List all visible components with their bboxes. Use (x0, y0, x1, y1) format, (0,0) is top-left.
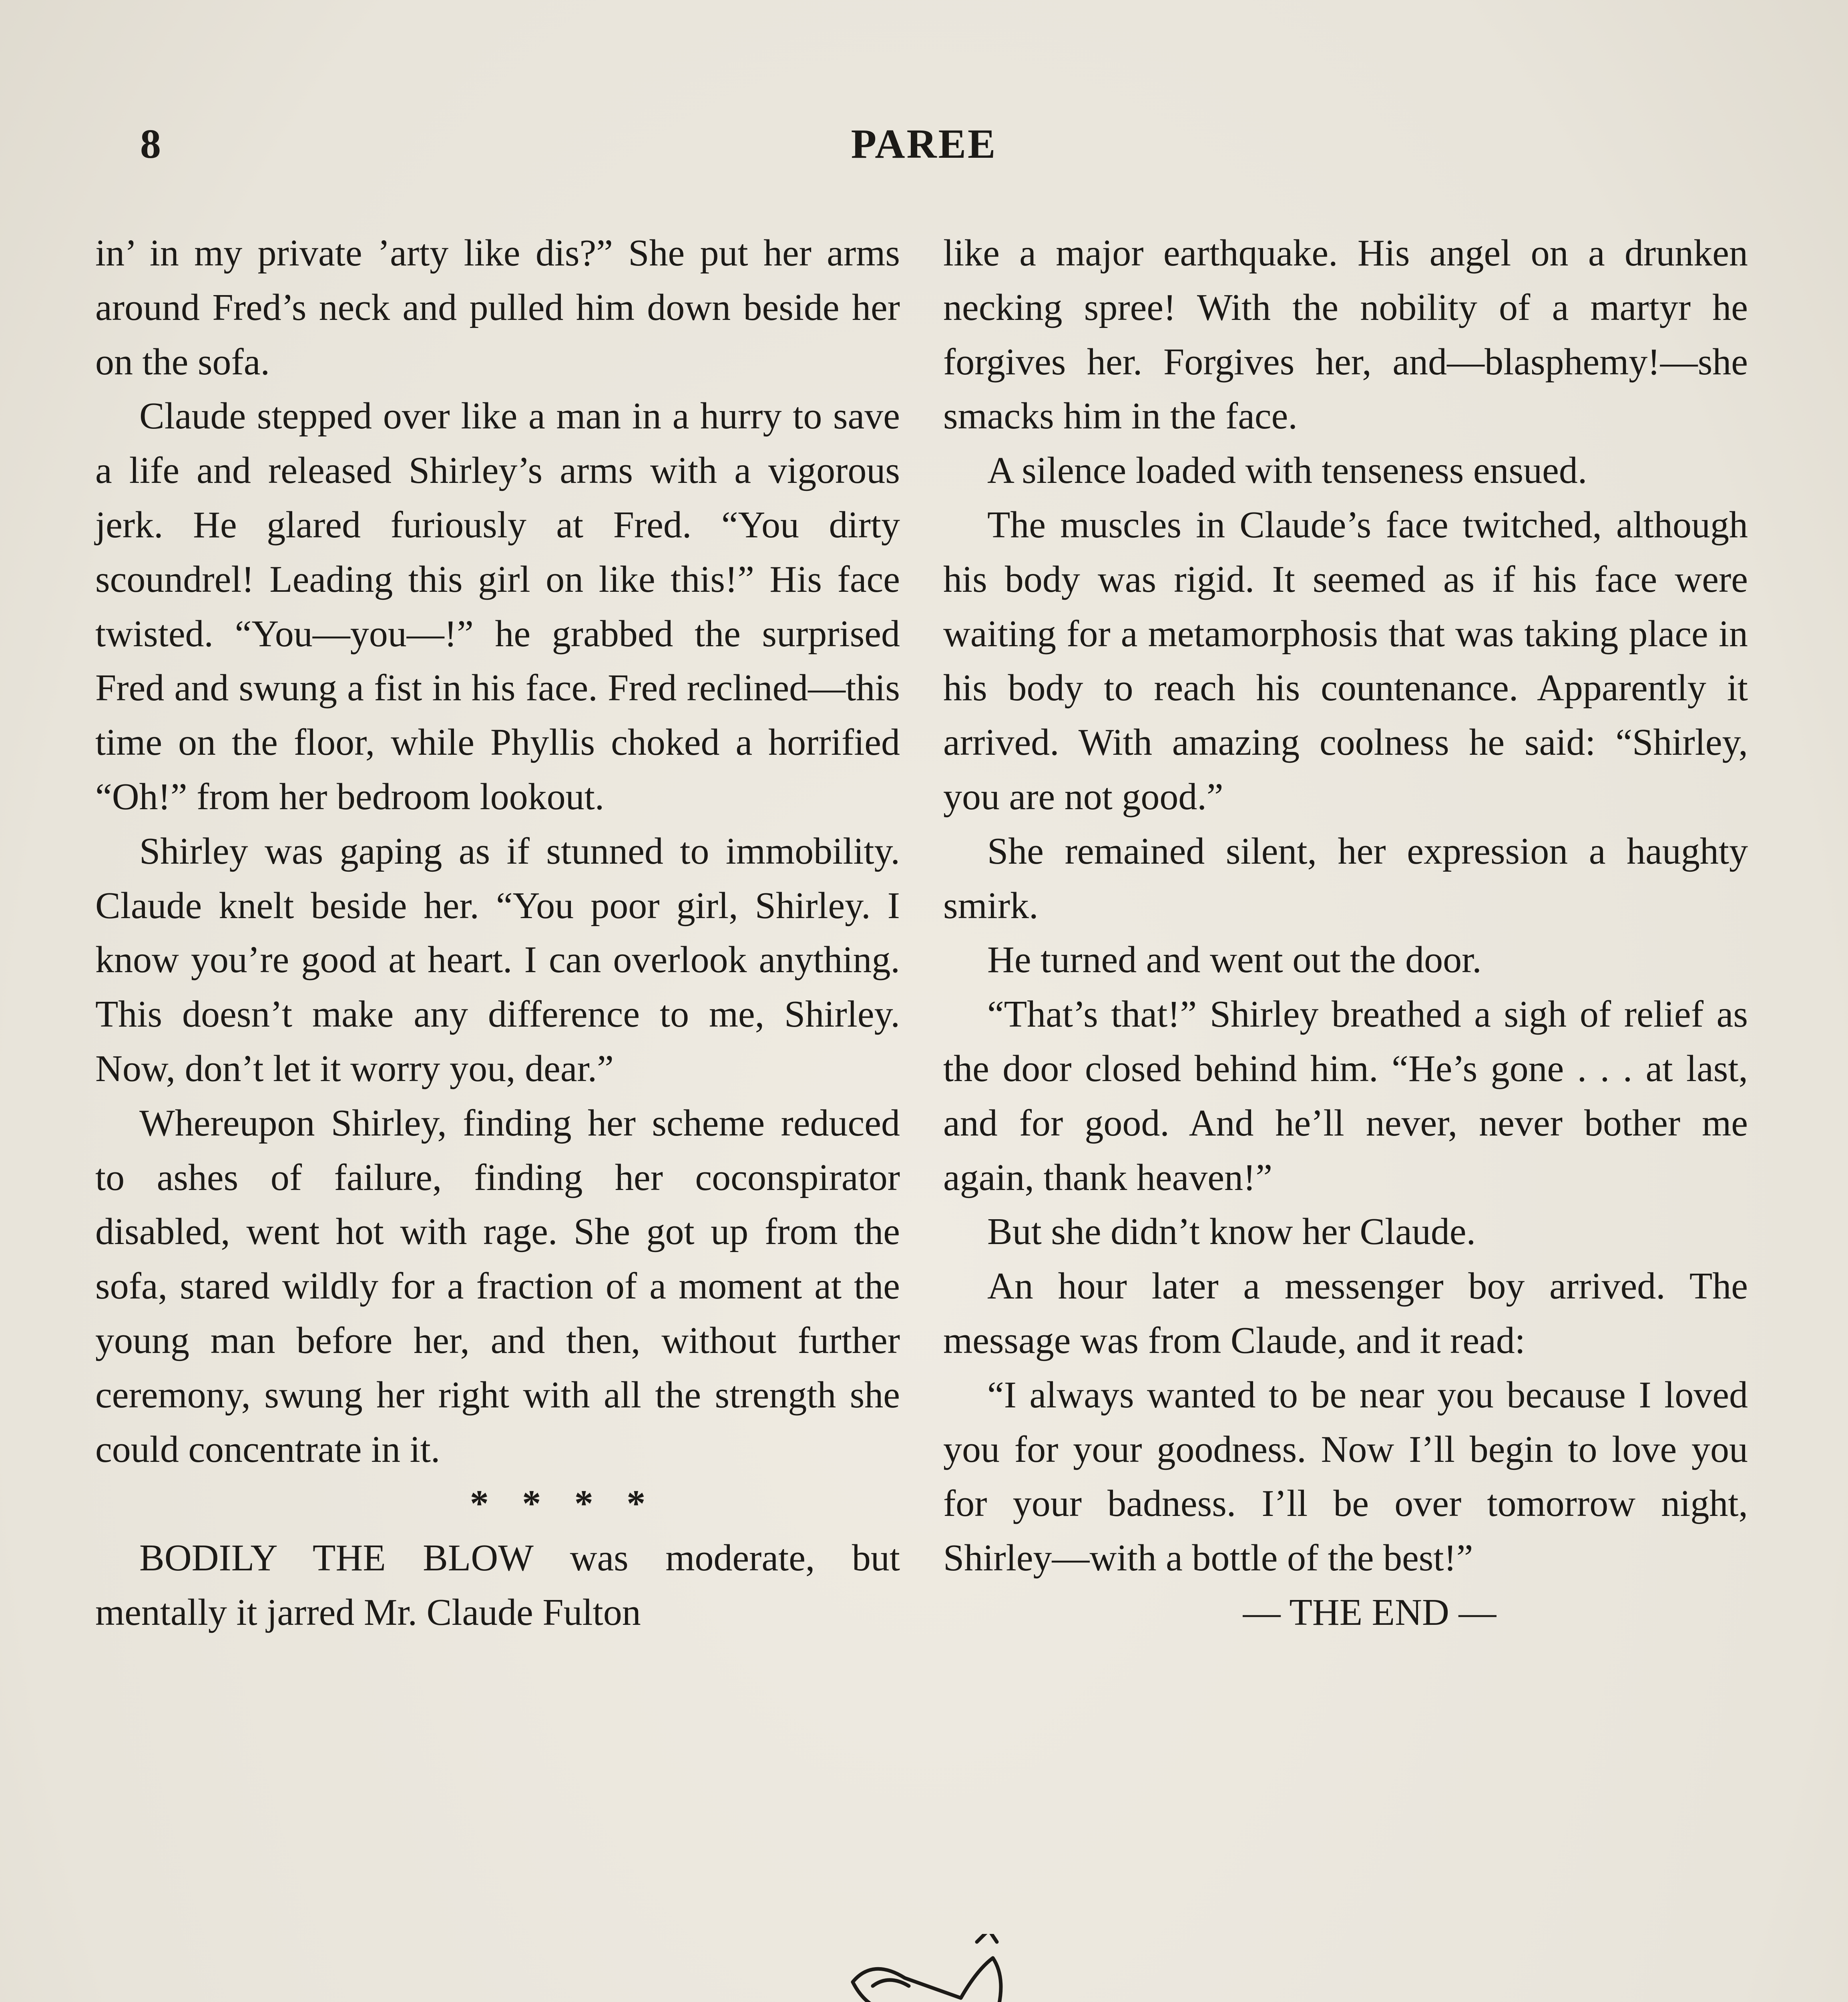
paragraph: Claude stepped over like a man in a hurry to save a life and released Shirley’s arms with a vigorous jerk. He glared furiously at Fred. “You dirty scoundrel! Leading this girl on like this!” His face twisted. “You—you—!” he grabbed the surprised Fred and swung a fist in his face. Fred reclined—this time on the floor, while Phyllis choked a horrified “Oh!” from her bedroom lookout. (95, 395, 900, 818)
section-break: * * * * (470, 1483, 646, 1525)
paragraph: But she didn’t know her Claude. (987, 1211, 1476, 1253)
paragraph: Shirley was gaping as if stunned to immobility. Claude knelt beside her. “You poor girl, Shirley. I know you’re good at heart. I can overlook anything. This doesn’t make any difference to me, Shirley. Now, don’t let it worry you, dear.” (95, 830, 900, 1089)
paragraph: BODILY THE BLOW was moderate, but mentally it jarred Mr. Claude Fulton (95, 1537, 900, 1633)
paragraph: A silence loaded with tenseness ensued. (987, 450, 1587, 492)
paragraph: “I always wanted to be near you because I loved you for your goodness. Now I’ll begin to love you for your badness. I’ll be over tomorrow night, Shirley—with a bottle of the best!” (943, 1374, 1748, 1579)
paragraph: An hour later a messenger boy arrived. The message was from Claude, and it read: (943, 1265, 1748, 1361)
paragraph: The muscles in Claude’s face twitched, although his body was rigid. It seemed as if his face were waiting for a metamorphosis that was taking place in his body to reach his countenance. Apparently it arrived. With amazing coolness he said: “Shirley, you are not good.” (943, 504, 1748, 818)
pinup-girl-with-horn-sketch-icon (753, 1934, 1113, 2002)
paragraph: Whereupon Shirley, finding her scheme reduced to ashes of failure, finding her coconspirator disabled, went hot with rage. She got up from the sofa, stared wildly for a fraction of a moment at the young man before her, and then, without further ceremony, swung her right with all the strength she could concentrate in it. (95, 1102, 900, 1470)
paragraph: He turned and went out the door. (987, 939, 1482, 981)
left-column (95, 226, 900, 1640)
page-number: 8 (140, 121, 161, 167)
paragraph: She remained silent, her expression a haughty smirk. (943, 830, 1748, 927)
paragraph: like a major earthquake. His angel on a drunken necking spree! With the nobility of a martyr he forgives her. Forgives her, and—blasphemy!—she smacks him in the face. (943, 232, 1748, 437)
right-column (943, 226, 1748, 1640)
paragraph: “That’s that!” Shirley breathed a sigh of relief as the door closed behind him. “He’s gone . . . at last, and for good. And he’ll never, never bother me again, thank heaven!” (943, 993, 1748, 1198)
running-head: PAREE (851, 121, 997, 167)
end-mark: — THE END — (1243, 1591, 1496, 1633)
paragraph: in’ in my private ’arty like dis?” She put her arms around Fred’s neck and pulled him down beside her on the sofa. (95, 232, 900, 383)
